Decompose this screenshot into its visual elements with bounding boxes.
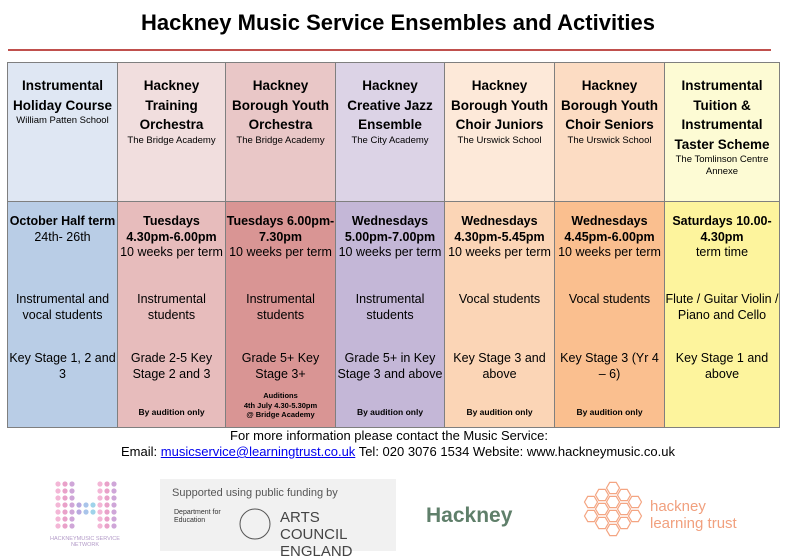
activity-header <box>8 63 117 202</box>
activity-level: Key Stage 3 and above <box>453 351 546 381</box>
activity-venue: The Bridge Academy <box>127 134 216 146</box>
hms-dot <box>55 523 60 528</box>
hms-dot <box>62 495 67 500</box>
hms-dot <box>83 502 88 507</box>
honeycomb-cell <box>607 510 620 521</box>
hms-dot <box>104 481 109 486</box>
hms-dot <box>104 502 109 507</box>
contact-intro: For more information please contact the Music Service: <box>230 428 548 443</box>
activity-schedule: Wednesdays 4.30pm-5.45pm <box>454 214 545 244</box>
hms-dot <box>76 509 81 514</box>
activity-name: Instrumental Tuition & Instrumental Taster Scheme <box>674 78 770 152</box>
activity-header <box>445 63 554 202</box>
hackney-learning-trust-logo <box>580 478 750 548</box>
activity-audience: Instrumental students <box>137 292 206 322</box>
hms-dot <box>111 523 116 528</box>
activity-venue: William Patten School <box>16 115 109 126</box>
hms-dot <box>97 509 102 514</box>
hms-dot <box>69 509 74 514</box>
activity-frequency: 10 weeks per term <box>338 245 442 259</box>
activity-frequency: 10 weeks per term <box>558 245 661 259</box>
hms-dot <box>104 488 109 493</box>
hms-grid-icon <box>50 478 120 534</box>
hms-dot <box>69 488 74 493</box>
activity-details <box>336 202 444 427</box>
hms-dot <box>55 516 60 521</box>
hms-dot <box>76 502 81 507</box>
ace-name: ARTS COUNCIL ENGLAND <box>280 509 353 560</box>
page-title: Hackney Music Service Ensembles and Activities <box>141 10 655 35</box>
activity-header <box>226 63 335 202</box>
dfe-text: Department for Education <box>174 509 221 524</box>
activity-name: Instrumental Holiday Course <box>12 78 113 113</box>
audition-detail-line: Auditions <box>263 391 298 400</box>
honeycomb-cell <box>618 489 631 500</box>
honeycomb-cell <box>629 510 642 521</box>
honeycomb-cell <box>585 496 598 507</box>
activity-details <box>445 202 554 427</box>
hms-dot <box>97 488 102 493</box>
arts-council-seal-icon <box>238 507 272 541</box>
activity-schedule: Wednesdays 5.00pm-7.00pm <box>344 214 436 244</box>
hms-dot <box>69 523 74 528</box>
hms-dot <box>111 516 116 521</box>
hms-dot <box>83 509 88 514</box>
hms-dot <box>90 502 95 507</box>
hlt-text: hackney learning trust <box>650 498 737 532</box>
audition-note: By audition only <box>138 407 205 417</box>
audition-note: By audition only <box>356 407 424 417</box>
activity-schedule: Wednesdays 4.45pm-6.00pm <box>564 214 655 244</box>
hms-dot <box>97 481 102 486</box>
activity-level: Key Stage 1, 2 and 3 <box>9 351 116 381</box>
hms-dot <box>62 509 67 514</box>
activity-column <box>336 63 445 427</box>
activity-frequency: 10 weeks per term <box>120 245 223 259</box>
activity-venue: The Urswick School <box>457 134 542 146</box>
email-link[interactable]: musicservice@learningtrust.co.uk <box>160 444 356 459</box>
activity-column <box>665 63 779 427</box>
honeycomb-icon <box>580 478 646 544</box>
title-divider <box>8 49 771 51</box>
activity-details <box>555 202 664 427</box>
activity-name: Hackney Borough Youth Orchestra <box>232 78 329 132</box>
activity-column <box>118 63 226 427</box>
activity-level: Key Stage 1 and above <box>675 351 769 381</box>
activity-venue: The City Academy <box>351 134 429 146</box>
activity-schedule: October Half term <box>9 214 116 228</box>
honeycomb-cell <box>618 517 631 528</box>
activity-column <box>226 63 336 427</box>
activities-table <box>7 62 780 428</box>
honeycomb-cell <box>618 503 631 514</box>
activity-level: Key Stage 3 (Yr 4 – 6) <box>560 351 659 381</box>
hms-dot <box>111 509 116 514</box>
hms-dot <box>90 509 95 514</box>
activity-details <box>665 202 779 427</box>
activity-header <box>118 63 225 202</box>
hms-dot <box>55 502 60 507</box>
activity-header <box>665 63 779 202</box>
hms-dot <box>55 481 60 486</box>
hms-dot <box>97 516 102 521</box>
hms-dot <box>69 502 74 507</box>
hms-dot <box>104 516 109 521</box>
activity-name: Hackney Borough Youth Choir Seniors <box>561 78 658 132</box>
activity-level: Grade 2-5 Key Stage 2 and 3 <box>130 351 213 381</box>
hms-dot <box>97 495 102 500</box>
activity-schedule: Saturdays 10.00-4.30pm <box>672 214 772 244</box>
activity-frequency: 24th- 26th <box>34 229 91 244</box>
hms-dot <box>69 495 74 500</box>
activity-level: Grade 5+ in Key Stage 3 and above <box>337 351 443 381</box>
activity-name: Hackney Borough Youth Choir Juniors <box>451 78 548 132</box>
activity-level: Grade 5+ Key Stage 3+ <box>241 351 320 381</box>
hms-dot <box>111 488 116 493</box>
activity-venue: The Tomlinson Centre Annexe <box>675 154 769 177</box>
honeycomb-cell <box>607 482 620 493</box>
hms-dot <box>62 516 67 521</box>
activity-column <box>555 63 665 427</box>
activity-header <box>555 63 664 202</box>
ace-supported-text: Supported using public funding by <box>172 487 338 499</box>
honeycomb-cell <box>607 524 620 535</box>
hms-dot <box>69 481 74 486</box>
audition-note: By audition only <box>466 407 533 417</box>
activity-frequency: 10 weeks per term <box>448 245 551 259</box>
hms-dot <box>55 488 60 493</box>
hms-dot <box>62 523 67 528</box>
audition-note: By audition only <box>576 407 643 417</box>
activity-audience: Instrumental students <box>355 292 425 322</box>
arts-council-logo <box>160 479 396 560</box>
hms-dot <box>111 495 116 500</box>
activity-schedule: Tuesdays 6.00pm-7.30pm <box>226 214 335 244</box>
honeycomb-cell <box>596 503 609 514</box>
hms-dot <box>111 502 116 507</box>
hms-dot <box>55 509 60 514</box>
audition-detail-line: 4th July 4.30-5.30pm <box>243 400 318 410</box>
hms-dot <box>69 516 74 521</box>
hackney-music-service-logo <box>50 478 120 548</box>
hms-dot <box>62 481 67 486</box>
activity-schedule: Tuesdays 4.30pm-6.00pm <box>126 214 217 244</box>
hms-dot <box>104 509 109 514</box>
hms-dot <box>55 495 60 500</box>
hms-dot <box>97 502 102 507</box>
activity-details <box>118 202 225 427</box>
hms-dot <box>111 481 116 486</box>
hms-label: HACKNEYMUSIC SERVICE NETWORK <box>50 536 120 548</box>
contact-details: Tel: 020 3076 1534 Website: www.hackneymusic.co.uk <box>358 444 675 459</box>
activity-audience: Vocal students <box>568 292 651 306</box>
hms-dot <box>104 495 109 500</box>
activity-details <box>226 202 335 427</box>
activity-name: Hackney Creative Jazz Ensemble <box>347 78 433 132</box>
hackney-logo-text: Hackney <box>426 504 513 527</box>
hms-dot <box>62 488 67 493</box>
activity-venue: The Bridge Academy <box>236 134 325 146</box>
honeycomb-cell <box>585 510 598 521</box>
activity-frequency: term time <box>695 245 749 259</box>
audition-details <box>226 391 335 420</box>
activity-frequency: 10 weeks per term <box>229 245 332 259</box>
activity-audience: Flute / Guitar Violin / Piano and Cello <box>665 292 779 322</box>
activity-column <box>8 63 118 427</box>
activity-column <box>445 63 555 427</box>
activity-header <box>336 63 444 202</box>
hackney-logo <box>426 478 546 548</box>
honeycomb-cell <box>596 517 609 528</box>
hms-dot <box>104 523 109 528</box>
activity-venue: The Urswick School <box>567 134 652 146</box>
honeycomb-cell <box>607 496 620 507</box>
audition-detail-line: @ Bridge Academy <box>246 410 315 419</box>
email-label: Email: <box>121 444 158 459</box>
hms-dot <box>97 523 102 528</box>
honeycomb-cell <box>629 496 642 507</box>
honeycomb-cell <box>596 489 609 500</box>
activity-audience: Vocal students <box>458 292 541 306</box>
hms-dot <box>62 502 67 507</box>
activity-name: Hackney Training Orchestra <box>139 78 204 132</box>
activity-audience: Instrumental students <box>246 292 315 322</box>
activity-details <box>8 202 117 427</box>
activity-audience: Instrumental and vocal students <box>15 292 110 322</box>
contact-line <box>0 444 796 459</box>
